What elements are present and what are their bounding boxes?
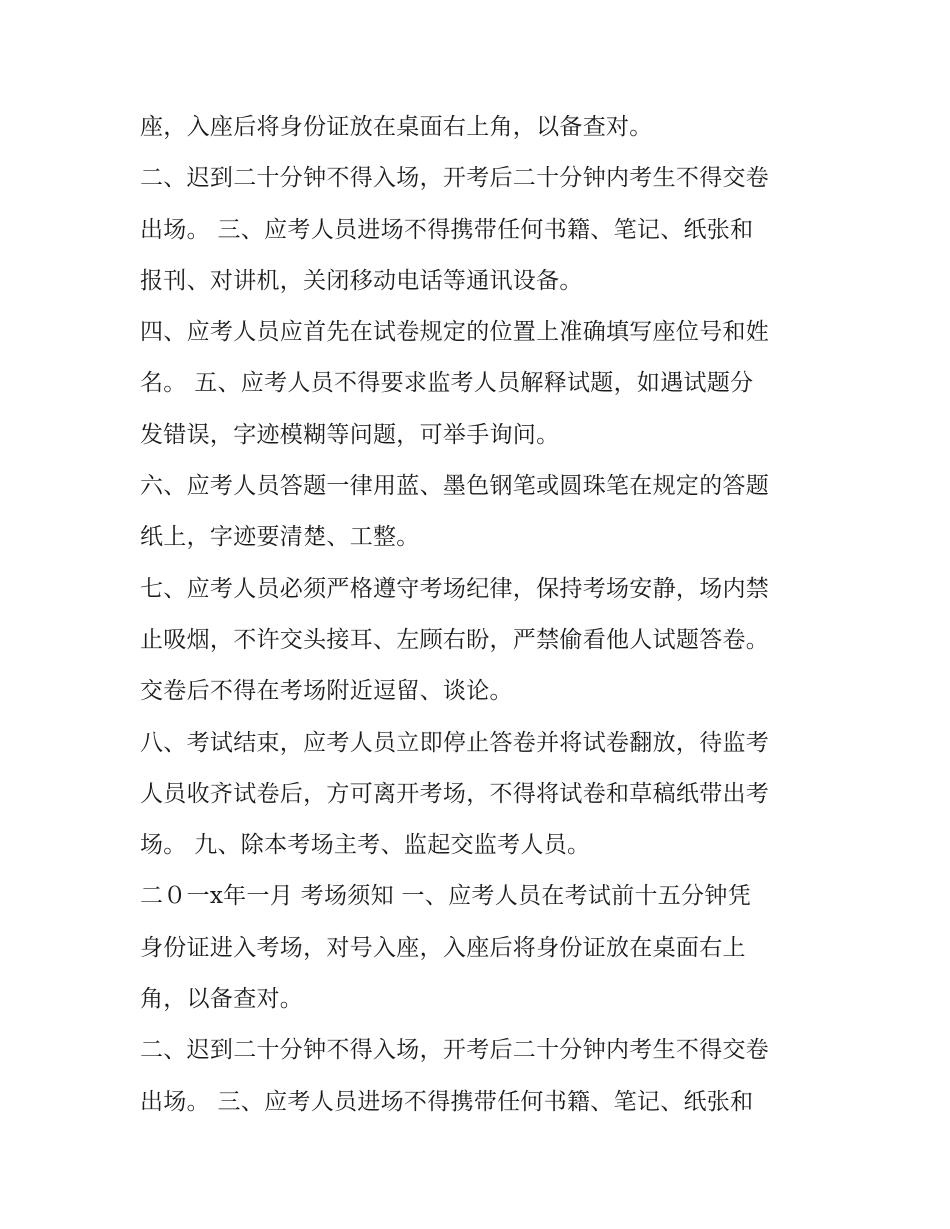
text-line: 二、迟到二十分钟不得入场，开考后二十分钟内考生不得交卷	[140, 1037, 770, 1064]
text-line: 角，以备查对。	[140, 986, 304, 1013]
text-line: 人员收齐试卷后，方可离开考场，不得将试卷和草稿纸带出考	[140, 780, 770, 807]
text-line: 二、迟到二十分钟不得入场，开考后二十分钟内考生不得交卷	[140, 165, 770, 192]
text-line: 场。 九、除本考场主考、监起交监考人员。	[140, 832, 591, 859]
text-line: 名。 五、应考人员不得要求监考人员解释试题，如遇试题分	[140, 370, 754, 397]
text-line: 止吸烟，不许交头接耳、左顾右盼，严禁偷看他人试题答卷。	[140, 626, 770, 653]
text-line: 八、考试结束，应考人员立即停止答卷并将试卷翻放，待监考	[140, 729, 770, 756]
text-line: 七、应考人员必须严格遵守考场纪律，保持考场安静，场内禁	[140, 575, 770, 602]
text-line: 交卷后不得在考场附近逗留、谈论。	[140, 678, 513, 705]
text-line: 二０一x年一月 考场须知 一、应考人员在考试前十五分钟凭	[140, 883, 751, 910]
text-line: 发错误，字迹模糊等问题，可举手询问。	[140, 421, 560, 448]
text-line: 六、应考人员答题一律用蓝、墨色钢笔或圆珠笔在规定的答题	[140, 473, 770, 500]
text-line: 出场。 三、应考人员进场不得携带任何书籍、笔记、纸张和	[140, 1088, 754, 1115]
text-line: 座，入座后将身份证放在桌面右上角，以备查对。	[140, 114, 653, 140]
text-line: 报刊、对讲机，关闭移动电话等通讯设备。	[140, 267, 583, 294]
text-line: 出场。 三、应考人员进场不得携带任何书籍、笔记、纸张和	[140, 216, 754, 243]
document-body	[140, 102, 830, 1128]
text-line: 纸上，字迹要清楚、工整。	[140, 524, 420, 551]
text-line: 四、应考人员应首先在试卷规定的位置上准确填写座位号和姓	[140, 319, 770, 346]
text-line: 身份证进入考场，对号入座，入座后将身份证放在桌面右上	[140, 934, 746, 961]
